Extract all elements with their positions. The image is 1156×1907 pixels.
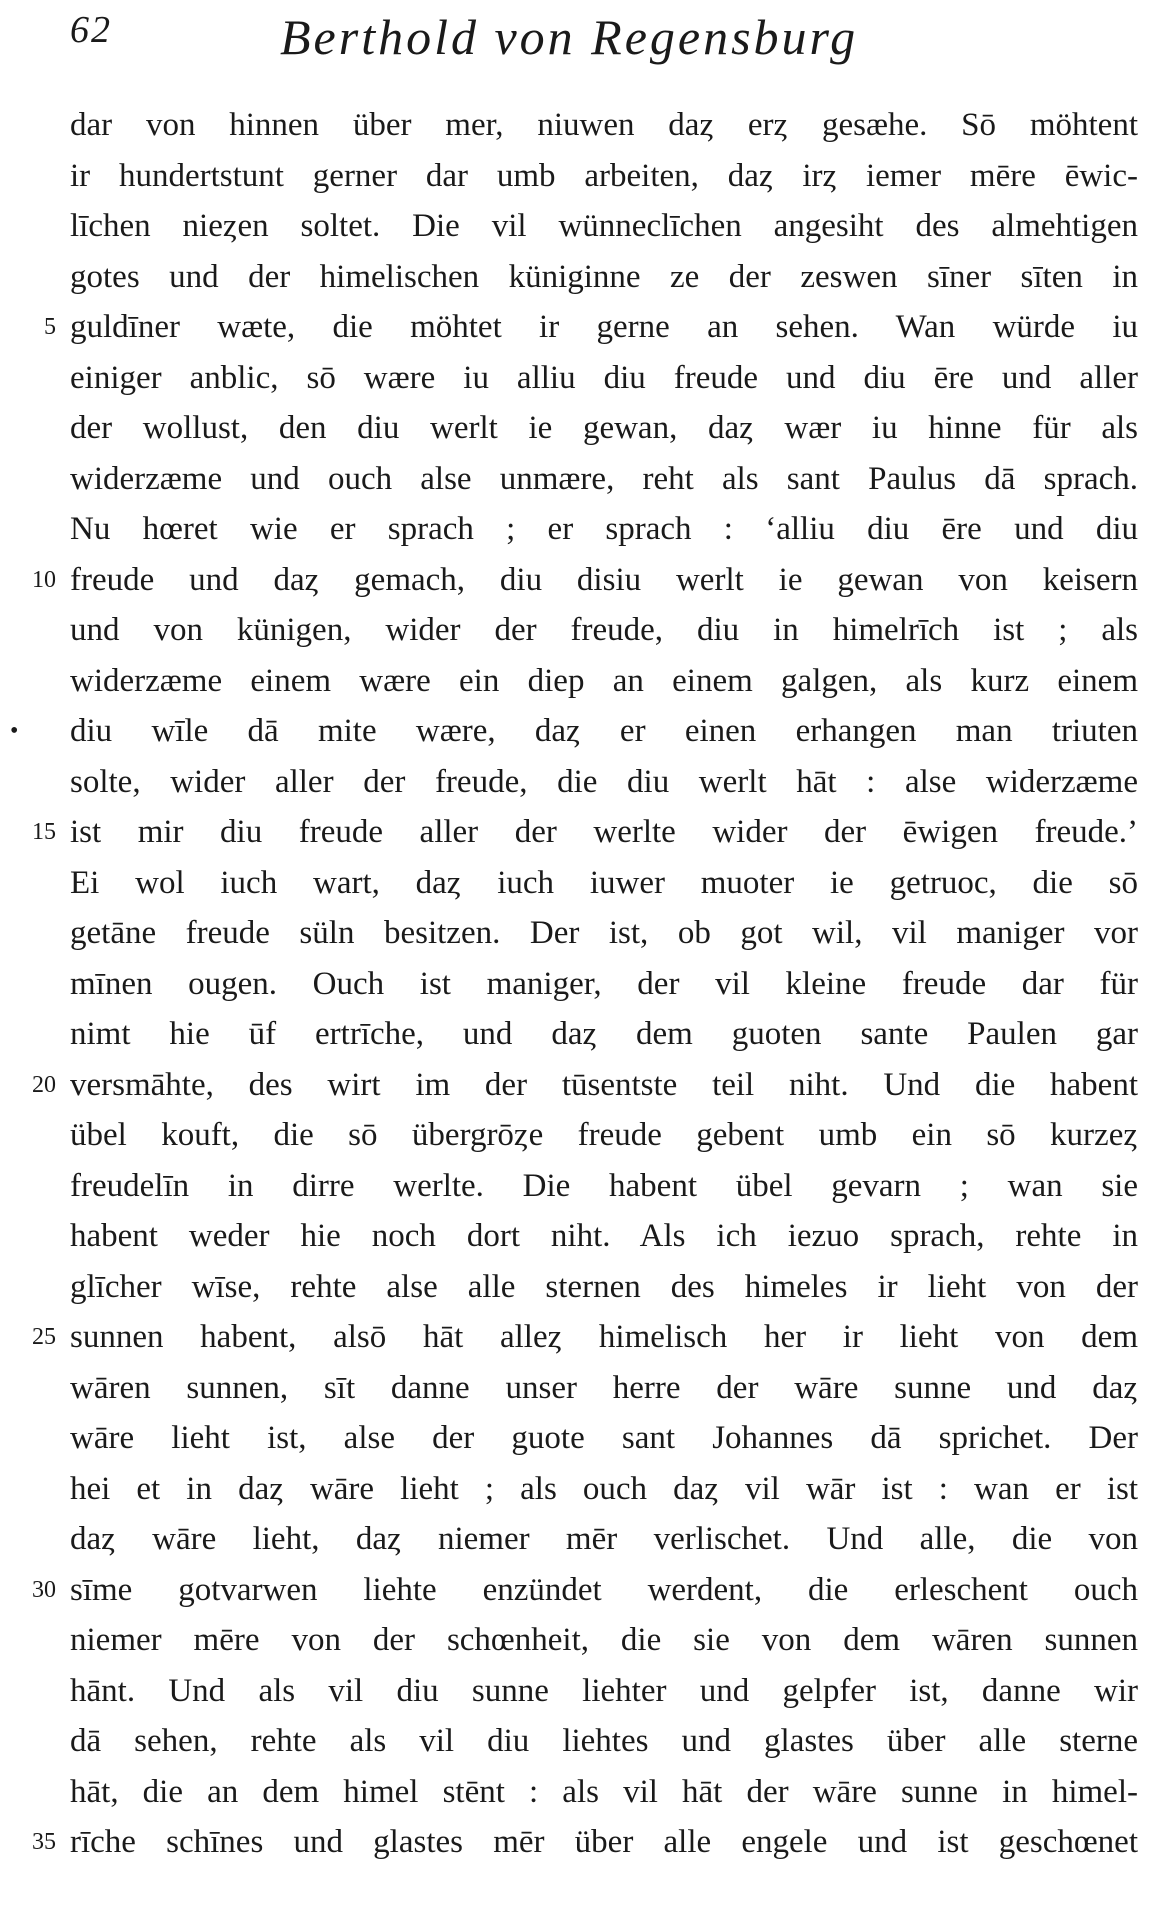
text-line: [70, 1514, 1138, 1565]
line-text: hānt. Und als vil diu sunne liehter und gelpfer ist, danne wir: [70, 1672, 1138, 1709]
text-line: [44, 302, 1138, 353]
line-text: dar von hinnen über mer, niuwen daȥ erȥ gesæhe. Sō möhtent: [70, 107, 1138, 143]
line-number: 25: [32, 1324, 56, 1350]
text-line: [70, 858, 1138, 909]
text-line: [70, 454, 1138, 505]
text-line: [70, 1464, 1138, 1515]
running-title: Berthold von Regensburg: [280, 9, 859, 65]
line-text: solte, wider aller der freude, die diu werlt hāt : alse widerzæme: [70, 763, 1138, 800]
text-line: [70, 605, 1138, 656]
line-text: ir hundertstunt gerner dar umb arbeiten, daȥ irȥ iemer mēre ēwic-: [70, 157, 1138, 194]
line-text: dā sehen, rehte als vil diu liehtes und glastes über alle sterne: [70, 1723, 1138, 1759]
text-line: [70, 1716, 1138, 1767]
text-line: [70, 353, 1138, 404]
text-line: [70, 908, 1138, 959]
line-text: wāre lieht ist, alse der guote sant Johannes dā sprichet. Der: [70, 1420, 1138, 1456]
line-text: getāne freude süln besitzen. Der ist, ob got wil, vil maniger vor: [70, 915, 1138, 951]
line-number: 20: [32, 1071, 56, 1098]
line-text: freudelīn in dirre werlte. Die habent übel gevarn ; wan sie: [70, 1167, 1138, 1204]
line-number: 35: [32, 1829, 56, 1855]
line-text: wāren sunnen, sīt danne unser herre der wāre sunne und daȥ: [70, 1369, 1138, 1406]
line-text: Nu hœret wie er sprach ; er sprach : ‘alliu diu ēre und diu: [70, 511, 1138, 547]
line-text: widerzæme und ouch alse unmære, reht als sant Paulus dā sprach.: [70, 460, 1138, 497]
text-line: [70, 1262, 1138, 1313]
line-text: einiger anblic, sō wære iu alliu diu freude und diu ēre und aller: [70, 359, 1138, 396]
line-text: Ei wol iuch wart, daȥ iuch iuwer muoter ie getruoc, die sō: [70, 864, 1138, 901]
text-line: [70, 1161, 1138, 1212]
text-line: [70, 656, 1138, 707]
line-text: līchen nieȥen soltet. Die vil wünneclīchen angesiht des almehtigen: [70, 208, 1138, 244]
line-text: und von künigen, wider der freude, diu in himelrīch ist ; als: [70, 612, 1138, 648]
text-line: [70, 1009, 1138, 1060]
text-line: [70, 1666, 1138, 1717]
line-text: sunnen habent, alsō hāt alleȥ himelisch her ir lieht von dem: [70, 1319, 1138, 1355]
page-number: 62: [70, 9, 112, 51]
text-line: [32, 1565, 1138, 1616]
line-text: freude und daȥ gemach, diu disiu werlt ie gewan von keisern: [70, 561, 1138, 598]
line-text: versmāhte, des wirt im der tūsentste teil niht. Und die habent: [70, 1066, 1138, 1103]
text-line: [32, 1312, 1138, 1363]
text-line: [70, 757, 1138, 808]
text-line: [32, 1060, 1138, 1111]
line-text: diu wīle dā mite wære, daȥ er einen erhangen man triuten: [70, 713, 1138, 749]
text-line: [70, 1413, 1138, 1464]
line-text: sīme gotvarwen liehte enzündet werdent, die erleschent ouch: [70, 1571, 1138, 1608]
line-text: hei et in daȥ wāre lieht ; als ouch daȥ vil wār ist : wan er ist: [70, 1470, 1138, 1507]
text-line: [32, 555, 1138, 606]
line-text: rīche schīnes und glastes mēr über alle engele und ist geschœnet: [70, 1824, 1138, 1860]
line-text: habent weder hie noch dort niht. Als ich iezuo sprach, rehte in: [70, 1218, 1138, 1254]
line-text: der wollust, den diu werlt ie gewan, daȥ wær iu hinne für als: [70, 410, 1138, 446]
line-text: mīnen ougen. Ouch ist maniger, der vil kleine freude dar für: [70, 965, 1138, 1002]
text-line: [70, 201, 1138, 252]
line-text: niemer mēre von der schœnheit, die sie von dem wāren sunnen: [70, 1622, 1138, 1658]
text-line: [70, 959, 1138, 1010]
text-line: [70, 1363, 1138, 1414]
text-line: [10, 706, 1138, 757]
text-line: [70, 151, 1138, 202]
line-text: glīcher wīse, rehte alse alle sternen des himeles ir lieht von der: [70, 1268, 1138, 1305]
line-text: nimt hie ūf ertrīche, und daȥ dem guoten sante Paulen gar: [70, 1016, 1138, 1052]
text-line: [70, 252, 1138, 303]
line-text: widerzæme einem wære ein diep an einem galgen, als kurz einem: [70, 662, 1138, 699]
margin-mark: •: [10, 718, 19, 744]
text-line: [70, 100, 1138, 151]
text-line: [32, 807, 1138, 858]
line-number: 5: [44, 314, 56, 340]
line-text: übel kouft, die sō übergrōȥe freude gebent umb ein sō kurzeȥ: [70, 1117, 1138, 1153]
body-text: [10, 100, 1138, 1868]
line-text: hāt, die an dem himel stēnt : als vil hāt der wāre sunne in himel-: [70, 1773, 1138, 1810]
line-number: 30: [32, 1576, 56, 1603]
text-line: [32, 1817, 1138, 1868]
line-text: gotes und der himelischen küniginne ze der zeswen sīner sīten in: [70, 258, 1138, 295]
text-line: [70, 1110, 1138, 1161]
line-text: daȥ wāre lieht, daȥ niemer mēr verlischet. Und alle, die von: [70, 1521, 1138, 1557]
line-number: 15: [32, 819, 56, 845]
text-line: [70, 1615, 1138, 1666]
text-line: [70, 1211, 1138, 1262]
running-head: [0, 8, 1156, 68]
text-line: [70, 403, 1138, 454]
text-line: [70, 504, 1138, 555]
line-number: 10: [32, 566, 56, 593]
line-text: ist mir diu freude aller der werlte wider der ēwigen freude.’: [70, 814, 1138, 850]
text-line: [70, 1767, 1138, 1818]
line-text: guldīner wæte, die möhtet ir gerne an sehen. Wan würde iu: [70, 309, 1138, 345]
